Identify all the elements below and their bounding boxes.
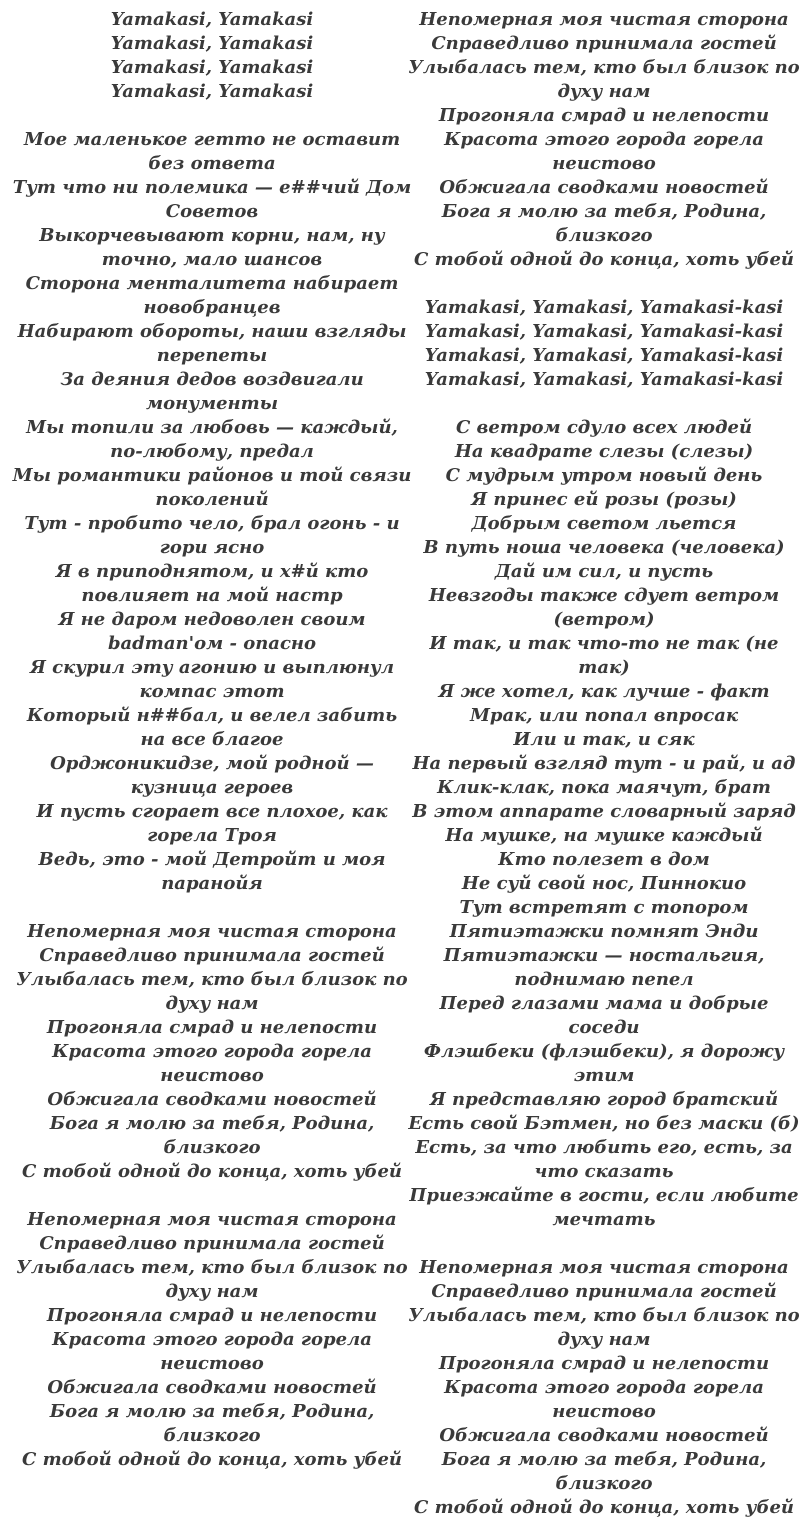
left-lyric-line: Yamakasi, Yamakasi (110, 33, 314, 54)
stanza-break (12, 896, 412, 920)
right-lyric-line: С мудрым утром новый день (445, 465, 763, 486)
right-lyric-line: Yamakasi, Yamakasi, Yamakasi-kasi (424, 345, 784, 366)
left-lyric-line: Бога я молю за тебя, Родина, близкого (49, 1113, 375, 1158)
left-lyric-line: С тобой одной до конца, хоть убей (22, 1161, 402, 1182)
right-lyric-line: Добрым светом льется (471, 513, 737, 534)
right-lyric-line: Бога я молю за тебя, Родина, близкого (441, 201, 767, 246)
left-lyric-line: Мы топили за любовь — каждый, по-любому, предал (26, 417, 398, 462)
left-lyric-line: Непомерная моя чистая сторона (27, 921, 397, 942)
right-lyric-line: С ветром сдуло всех людей (455, 417, 753, 438)
right-lyric-line: Я же хотел, как лучше - факт (438, 681, 770, 702)
right-lyric-line: И так, и так что-то не так (не так) (429, 633, 779, 678)
right-lyric-line: Красота этого города горела неистово (444, 129, 764, 174)
stanza-break (408, 1232, 800, 1256)
right-lyric-line: Дай им сил, и пусть (494, 561, 714, 582)
stanza-break (408, 272, 800, 296)
stanza-break (12, 1184, 412, 1208)
right-lyric-line: С тобой одной до конца, хоть убей (414, 1497, 794, 1518)
left-lyric-line: Обжигала сводками новостей (47, 1377, 377, 1398)
left-lyric-line: Тут что ни полемика — е##чий Дом Советов (12, 177, 412, 222)
right-lyric-line: Или и так, и сяк (513, 729, 695, 750)
left-lyric-line: С тобой одной до конца, хоть убей (22, 1449, 402, 1470)
left-lyric-line: Который н##бал, и велел забить на все благое (26, 705, 398, 750)
left-lyric-line: Улыбалась тем, кто был близок по духу нам (16, 969, 408, 1014)
right-lyric-line: На мушке, на мушке каждый (445, 825, 763, 846)
right-lyric-line: Флэшбеки (флэшбеки), я дорожу этим (423, 1041, 785, 1086)
left-lyric-line: Справедливо принимала гостей (39, 1233, 385, 1254)
right-lyric-line: Приезжайте в гости, если любите мечтать (409, 1185, 799, 1230)
left-lyric-line: Бога я молю за тебя, Родина, близкого (49, 1401, 375, 1446)
left-lyric-line: Прогоняла смрад и нелепости (46, 1305, 378, 1326)
left-lyric-line: Yamakasi, Yamakasi (110, 9, 314, 30)
left-lyric-line: Ведь, это - мой Детройт и моя паранойя (38, 849, 386, 894)
right-lyric-line: В этом аппарате словарный заряд (412, 801, 796, 822)
left-lyric-line: Красота этого города горела неистово (52, 1329, 372, 1374)
right-lyric-line: Клик-клак, пока маячут, брат (437, 777, 771, 798)
right-lyric-line: С тобой одной до конца, хоть убей (414, 249, 794, 270)
left-lyric-line: Тут - пробито чело, брал огонь - и гори ясно (24, 513, 400, 558)
stanza-break (12, 104, 412, 128)
right-lyric-line: Мрак, или попал впросак (469, 705, 739, 726)
right-lyric-line: Справедливо принимала гостей (431, 33, 777, 54)
left-lyric-line: Я в приподнятом, и х#й кто повлияет на мой настр (55, 561, 369, 606)
right-lyric-line: В путь ноша человека (человека) (423, 537, 785, 558)
right-lyric-line: Yamakasi, Yamakasi, Yamakasi-kasi (424, 369, 784, 390)
right-lyric-line: Пятиэтажки — ностальгия, поднимаю пепел (443, 945, 765, 990)
right-lyric-line: Улыбалась тем, кто был близок по духу нам (408, 57, 800, 102)
right-lyric-line: Бога я молю за тебя, Родина, близкого (441, 1449, 767, 1494)
right-lyric-line: Yamakasi, Yamakasi, Yamakasi-kasi (424, 321, 784, 342)
left-lyric-line: Я не даром недоволен своим badman'ом - опасно (58, 609, 366, 654)
right-lyric-line: Есть свой Бэтмен, но без маски (б) (408, 1113, 800, 1134)
right-lyric-line: Непомерная моя чистая сторона (419, 9, 789, 30)
right-lyric-line: Пятиэтажки помнят Энди (449, 921, 759, 942)
left-lyric-line: Прогоняла смрад и нелепости (46, 1017, 378, 1038)
left-lyric-line: Сторона менталитета набирает новобранцев (25, 273, 399, 318)
left-lyric-line: Я скурил эту агонию и выплюнул компас этот (30, 657, 394, 702)
right-lyric-line: На первый взгляд тут - и рай, и ад (412, 753, 796, 774)
right-lyric-line: Прогоняла смрад и нелепости (438, 1353, 770, 1374)
right-lyric-line: Красота этого города горела неистово (444, 1377, 764, 1422)
stanza-break (408, 392, 800, 416)
left-lyric-line: Yamakasi, Yamakasi (110, 81, 314, 102)
left-lyric-line: Обжигала сводками новостей (47, 1089, 377, 1110)
right-lyric-line: Невзгоды также сдует ветром (ветром) (428, 585, 780, 630)
left-lyric-line: Непомерная моя чистая сторона (27, 1209, 397, 1230)
left-lyric-line: Набирают обороты, наши взгляды перепеты (17, 321, 407, 366)
right-lyric-line: Есть, за что любить его, есть, за что сказать (415, 1137, 793, 1182)
right-lyric-line: Тут встретят с топором (459, 897, 749, 918)
right-lyric-line: Не суй свой нос, Пиннокио (461, 873, 747, 894)
right-lyric-line: Я принес ей розы (розы) (471, 489, 737, 510)
left-lyric-line: Улыбалась тем, кто был близок по духу нам (16, 1257, 408, 1302)
right-lyric-line: Я представляю город братский (429, 1089, 779, 1110)
right-lyric-line: Справедливо принимала гостей (431, 1281, 777, 1302)
right-lyric-line: Yamakasi, Yamakasi, Yamakasi-kasi (424, 297, 784, 318)
lyrics-column-right (408, 8, 800, 1520)
right-lyric-line: На квадрате слезы (слезы) (454, 441, 754, 462)
right-lyric-line: Перед глазами мама и добрые соседи (439, 993, 769, 1038)
right-lyric-line: Улыбалась тем, кто был близок по духу нам (408, 1305, 800, 1350)
right-lyric-line: Прогоняла смрад и нелепости (438, 105, 770, 126)
right-lyric-line: Обжигала сводками новостей (439, 1425, 769, 1446)
right-lyric-line: Кто полезет в дом (498, 849, 710, 870)
left-lyric-line: Yamakasi, Yamakasi (110, 57, 314, 78)
left-lyric-line: Орджоникидзе, мой родной — кузница героев (50, 753, 374, 798)
left-lyric-line: Красота этого города горела неистово (52, 1041, 372, 1086)
lyrics-column-left (12, 8, 412, 1472)
right-lyric-line: Обжигала сводками новостей (439, 177, 769, 198)
left-lyric-line: Выкорчевывают корни, нам, ну точно, мало шансов (39, 225, 385, 270)
left-lyric-line: И пусть сгорает все плохое, как горела Троя (36, 801, 388, 846)
left-lyric-line: Мое маленькое гетто не оставит без ответа (23, 129, 401, 174)
left-lyric-line: За деяния дедов воздвигали монументы (60, 369, 364, 414)
left-lyric-line: Справедливо принимала гостей (39, 945, 385, 966)
right-lyric-line: Непомерная моя чистая сторона (419, 1257, 789, 1278)
left-lyric-line: Мы романтики районов и той связи поколений (12, 465, 412, 510)
